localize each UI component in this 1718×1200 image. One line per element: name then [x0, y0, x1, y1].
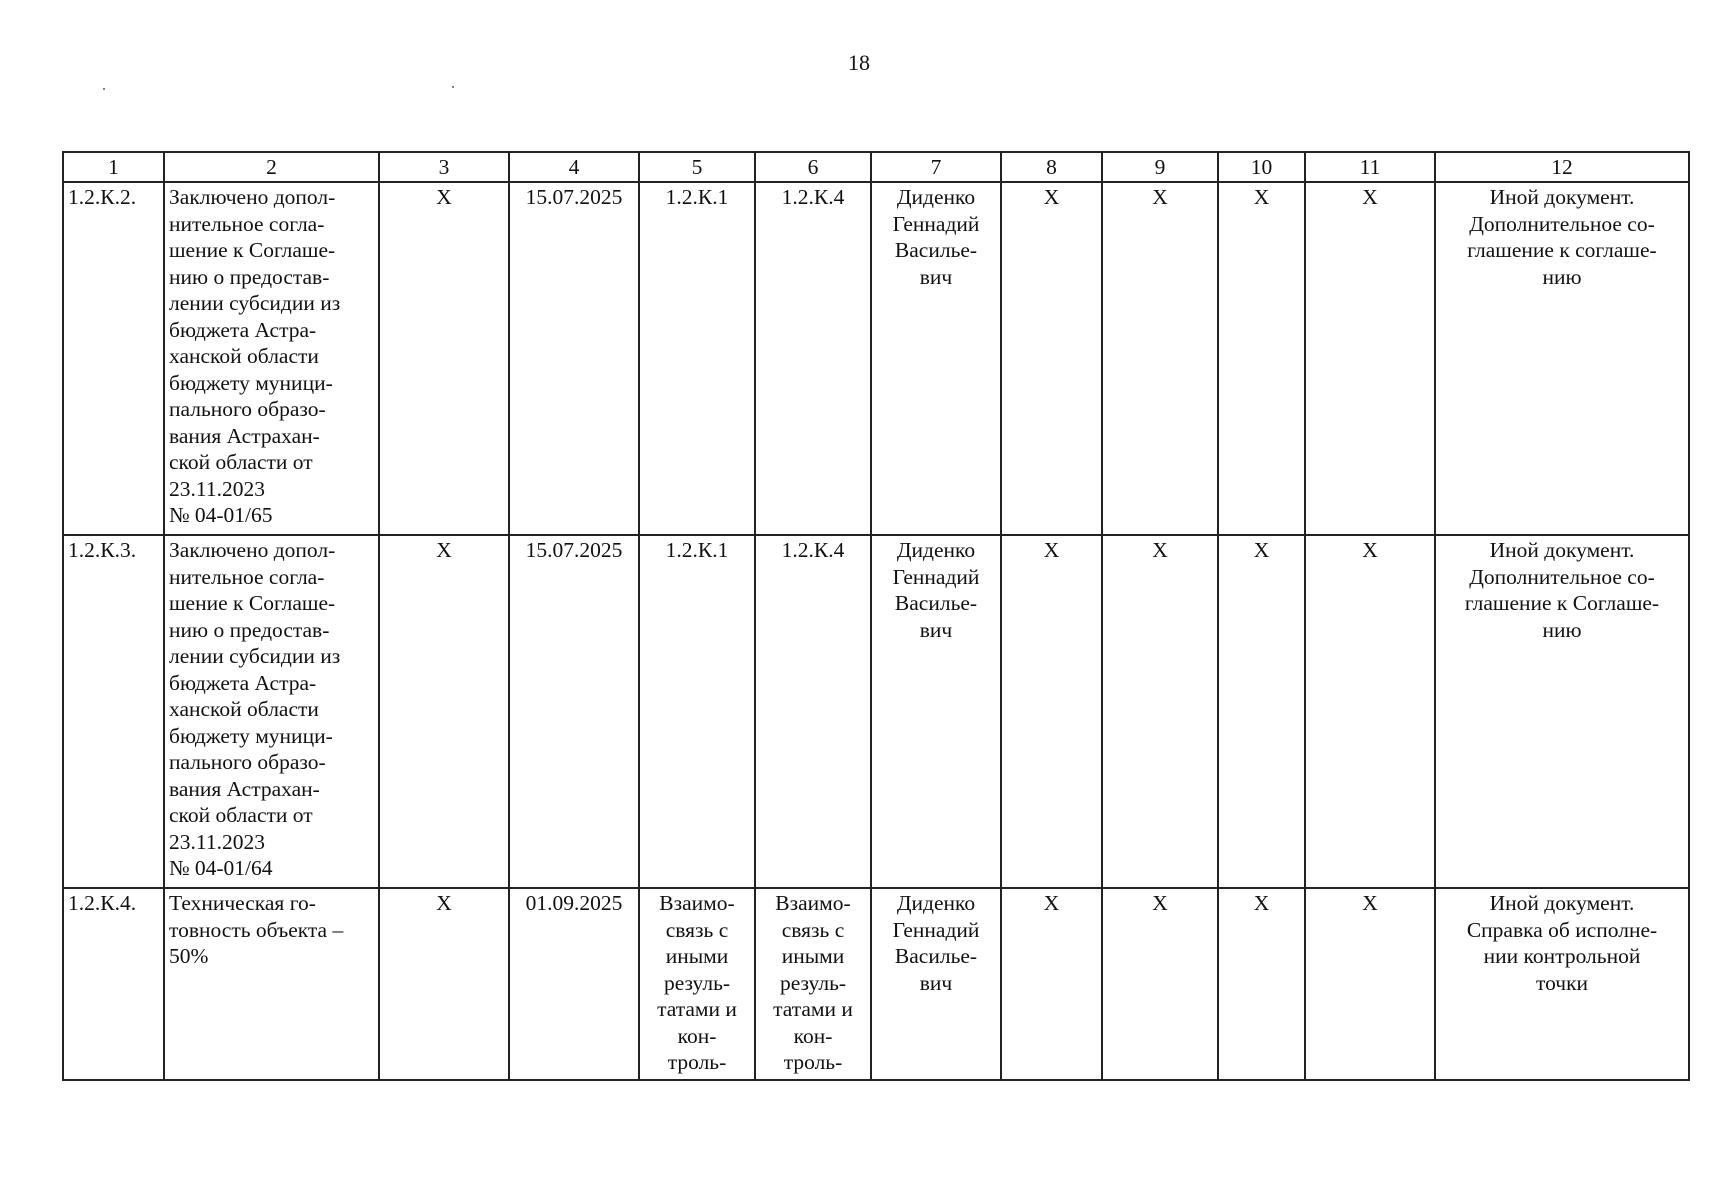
- column-number: 10: [1218, 152, 1305, 182]
- table-header-row: [63, 152, 1689, 182]
- cell-x-mark: X: [379, 888, 509, 1080]
- row-description: Заключено допол- нительное согла- шение к Соглаше- нию о предостав- лении субсидии из бюджета Астра- ханской области бюджету муници- пального образо- вания Астрахан- ской области от 23.11.2023 № 04-01/64: [164, 535, 379, 888]
- cell-x-mark: X: [1001, 535, 1102, 888]
- cell-x-mark: X: [1102, 182, 1218, 535]
- column-number: 9: [1102, 152, 1218, 182]
- row-predecessor: Взаимо- связь с иными резуль- татами и кон- троль-: [639, 888, 755, 1080]
- row-code: 1.2.К.4.: [63, 888, 164, 1080]
- row-successor: Взаимо- связь с иными резуль- татами и кон- троль-: [755, 888, 871, 1080]
- row-document: Иной документ. Справка об исполне- нии контрольной точки: [1435, 888, 1689, 1080]
- cell-x-mark: X: [1218, 182, 1305, 535]
- cell-x-mark: X: [1218, 888, 1305, 1080]
- scan-speck: [452, 86, 454, 88]
- column-number: 11: [1305, 152, 1435, 182]
- row-description: Заключено допол- нительное согла- шение к Соглаше- нию о предостав- лении субсидии из бюджета Астра- ханской области бюджету муници- пального образо- вания Астрахан- ской области от 23.11.2023 № 04-01/65: [164, 182, 379, 535]
- cell-x-mark: X: [1102, 888, 1218, 1080]
- row-predecessor: 1.2.К.1: [639, 182, 755, 535]
- row-successor: 1.2.К.4: [755, 535, 871, 888]
- cell-x-mark: X: [1218, 535, 1305, 888]
- row-predecessor: 1.2.К.1: [639, 535, 755, 888]
- cell-x-mark: X: [1102, 535, 1218, 888]
- column-number: 2: [164, 152, 379, 182]
- scan-speck: [103, 88, 105, 90]
- column-number: 7: [871, 152, 1001, 182]
- column-number: 8: [1001, 152, 1102, 182]
- control-points-table: [62, 151, 1690, 1081]
- table-row: [63, 182, 1689, 535]
- page-number: 18: [848, 50, 870, 75]
- row-description: Техническая го- товность объекта – 50%: [164, 888, 379, 1080]
- column-number: 1: [63, 152, 164, 182]
- column-number: 3: [379, 152, 509, 182]
- table-row: [63, 888, 1689, 1080]
- column-number: 6: [755, 152, 871, 182]
- column-number: 12: [1435, 152, 1689, 182]
- row-responsible: Диденко Геннадий Василье- вич: [871, 182, 1001, 535]
- cell-x-mark: X: [1305, 888, 1435, 1080]
- row-date: 01.09.2025: [509, 888, 639, 1080]
- table-row: [63, 535, 1689, 888]
- cell-x-mark: X: [1305, 182, 1435, 535]
- row-responsible: Диденко Геннадий Василье- вич: [871, 888, 1001, 1080]
- column-number: 5: [639, 152, 755, 182]
- cell-x-mark: X: [1001, 182, 1102, 535]
- row-date: 15.07.2025: [509, 182, 639, 535]
- row-code: 1.2.К.2.: [63, 182, 164, 535]
- cell-x-mark: X: [379, 535, 509, 888]
- row-date: 15.07.2025: [509, 535, 639, 888]
- cell-x-mark: X: [1001, 888, 1102, 1080]
- row-document: Иной документ. Дополнительное со- глашение к соглаше- нию: [1435, 182, 1689, 535]
- row-document: Иной документ. Дополнительное со- глашение к Соглаше- нию: [1435, 535, 1689, 888]
- column-number: 4: [509, 152, 639, 182]
- cell-x-mark: X: [379, 182, 509, 535]
- row-successor: 1.2.К.4: [755, 182, 871, 535]
- row-code: 1.2.К.3.: [63, 535, 164, 888]
- cell-x-mark: X: [1305, 535, 1435, 888]
- row-responsible: Диденко Геннадий Василье- вич: [871, 535, 1001, 888]
